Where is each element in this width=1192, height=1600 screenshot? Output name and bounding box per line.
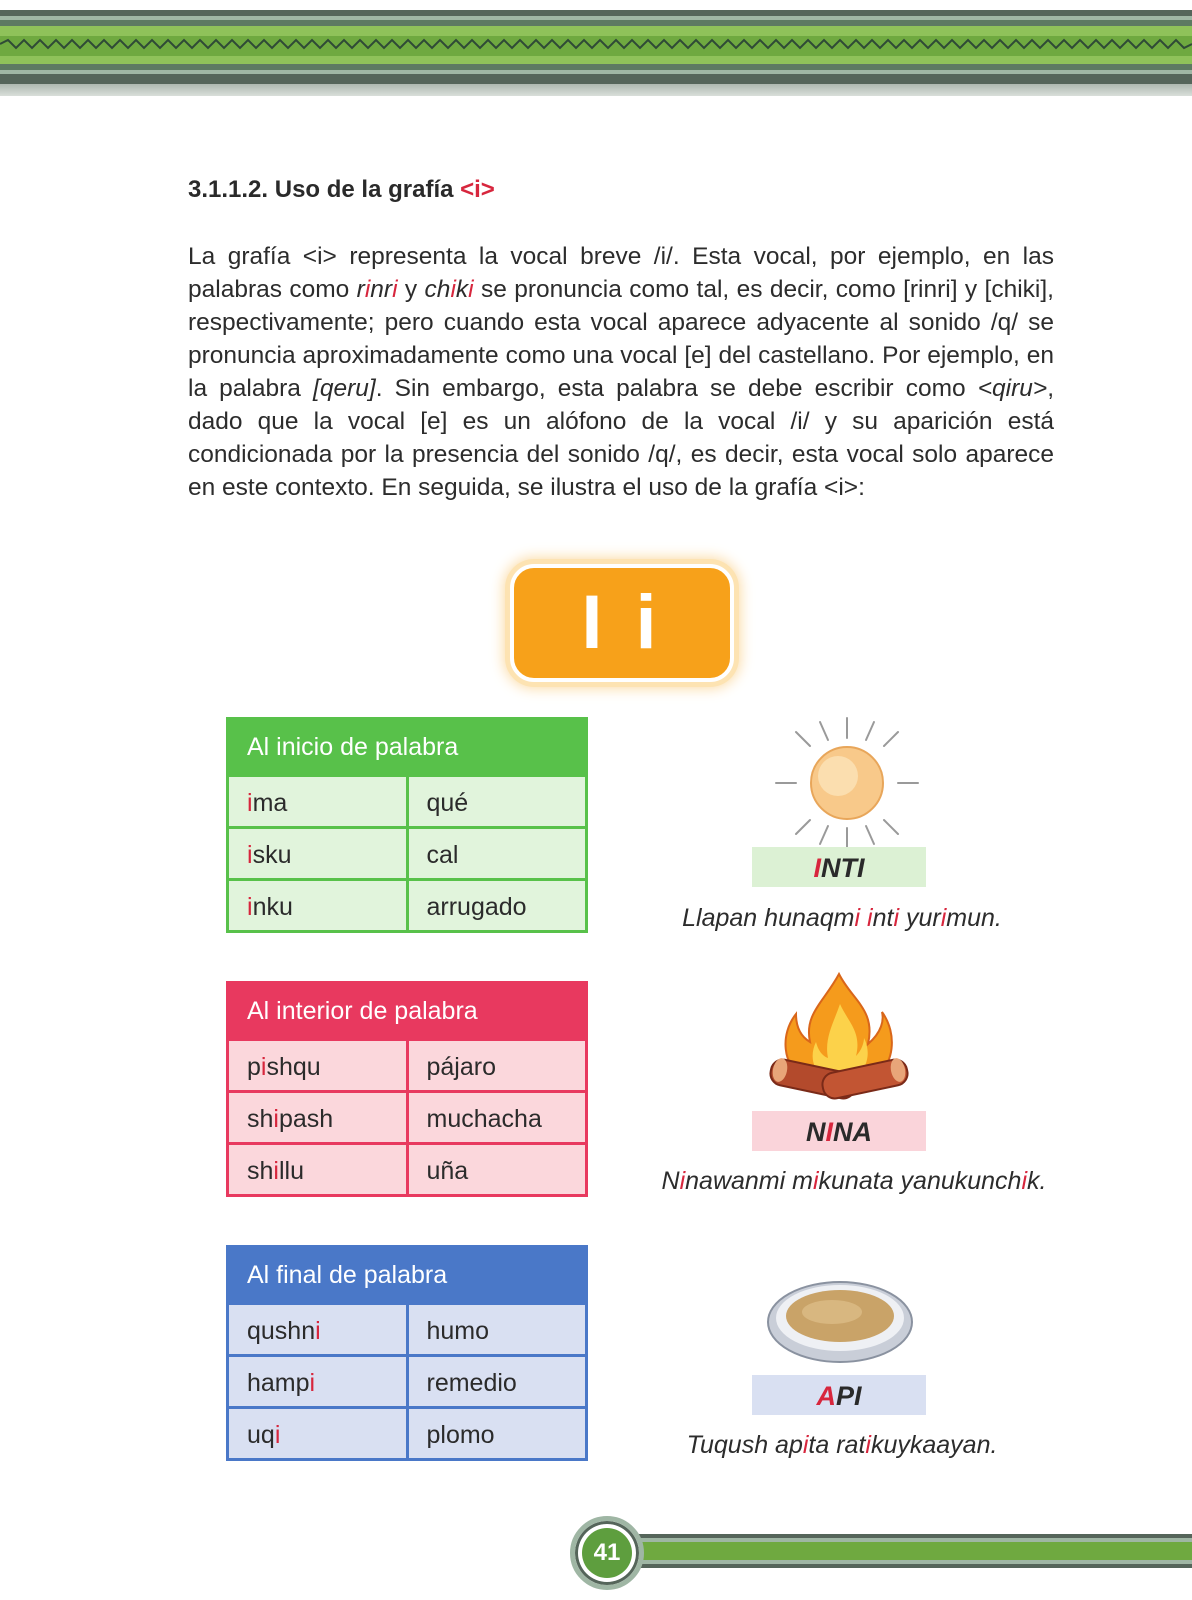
spanish-word: uña [406,1145,586,1194]
word-qiru: <qiru> [977,375,1048,402]
quechua-word: qushni [247,1317,321,1345]
quechua-word: ima [247,789,288,817]
quechua-word: hampi [247,1369,316,1397]
quechua-word: uqi [247,1421,281,1449]
page-number-badge [570,1516,644,1590]
para-text-3: se pronuncia como tal, es decir, como [rinri] y [chiki], respectivamente; pero cuando esta vocal aparece adyacente al sonido /q/ se pronuncia aproximadamente como una vocal [e] del castellano. Por ejemplo, en la palabra [188,276,1054,402]
heading-text: 3.1.1.2. Uso de la grafía [188,176,461,203]
para-text-4: . Sin embargo, esta palabra se debe escribir como [375,375,978,402]
table-row [229,1406,585,1458]
quechua-word: shipash [247,1105,334,1133]
section-heading [188,176,495,204]
letter-badge: I i [510,564,734,682]
quechua-word: pishqu [247,1053,321,1081]
table-row [229,1302,585,1354]
footer-decorative-band [600,1526,1192,1574]
table-row [229,1090,585,1142]
soup-bowl-icon [764,1268,916,1368]
para-text-5: , dado que la vocal [e] es un alófono de la vocal /i/ y su aparición está condicionada por la presencia del sonido /q/, es decir, esta vocal solo aparece en este contexto. En seguida, se ilustra el uso de la grafía <i>: [188,375,1054,501]
table-header: Al interior de palabra [229,984,585,1038]
para-text-1: La grafía <i> representa la vocal breve /i/. Esta vocal, por ejemplo, en las palabras como [188,243,1054,303]
heading-grapheme: <i> [460,176,495,203]
page-number: 41 [582,1528,632,1578]
top-decorative-band [0,0,1192,96]
table-word-end [226,1245,588,1461]
word-label-api: API [752,1375,926,1415]
word-label-inti: INTI [752,847,926,887]
example-sentence-1: Llapan hunaqmi inti yurimun. [682,904,1002,932]
table-row [229,878,585,930]
table-word-start [226,717,588,933]
spanish-word: cal [406,829,586,878]
spanish-word: arrugado [406,881,586,930]
word-qeru: [qeru] [313,375,376,402]
table-row [229,1038,585,1090]
quechua-word: inku [247,893,293,921]
table-row [229,1142,585,1194]
table-header: Al inicio de palabra [229,720,585,774]
table-header: Al final de palabra [229,1248,585,1302]
example-sentence-3: Tuqush apita ratikuykaayan. [686,1431,998,1459]
fire-icon [764,970,914,1106]
spanish-word: muchacha [406,1093,586,1142]
para-text-2: y [397,276,425,303]
quechua-word: isku [247,841,292,869]
spanish-word: pájaro [406,1041,586,1090]
table-row [229,1354,585,1406]
body-paragraph [188,240,1054,504]
spanish-word: qué [406,777,586,826]
table-row [229,826,585,878]
word-chiki: chiki [424,276,474,303]
zigzag-pattern [0,38,1192,50]
table-row [229,774,585,826]
word-rinri: rinri [356,276,398,303]
table-word-middle [226,981,588,1197]
word-label-nina: NINA [752,1111,926,1151]
example-sentence-2: Ninawanmi mikunata yanukunchik. [661,1167,1047,1195]
spanish-word: remedio [406,1357,586,1406]
spanish-word: humo [406,1305,586,1354]
spanish-word: plomo [406,1409,586,1458]
quechua-word: shillu [247,1157,304,1185]
sun-icon [772,714,922,852]
